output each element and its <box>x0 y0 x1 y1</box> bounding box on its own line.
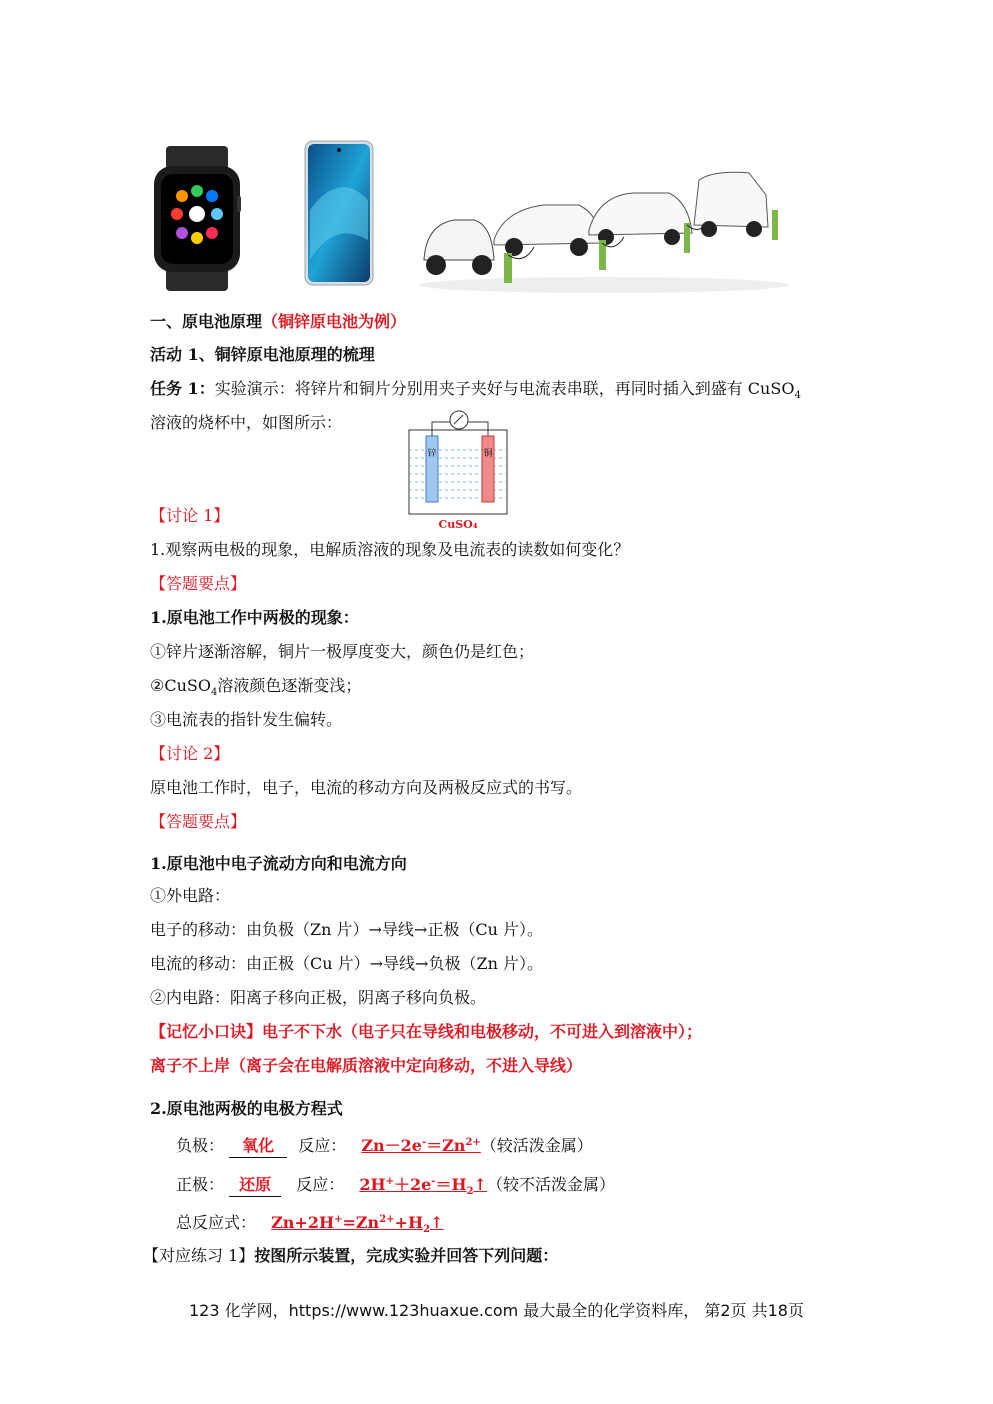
neg-eq-a: Zn－2e <box>361 1136 422 1155</box>
pos-eq-sub: 2 <box>466 1186 474 1197</box>
task1-line1 <box>150 378 801 403</box>
answer1-item2-prefix: ②CuSO <box>150 676 211 695</box>
neg-label: 负极： <box>176 1136 225 1155</box>
smartphone-image <box>304 140 374 286</box>
page-footer: 123 化学网，https://www.123huaxue.com 最大最全的化学资料库， 第2页 共18页 <box>189 1301 804 1320</box>
point2-title: 2.原电池两极的电极方程式 <box>150 1099 343 1118</box>
memory-line2: 离子不上岸（离子会在电解质溶液中定向移动，不进入导线） <box>150 1056 583 1075</box>
pos-eq-c: ＝H <box>435 1175 467 1194</box>
galvanic-cell-figure <box>403 408 513 533</box>
pos-eq-b: ＋2e <box>393 1175 432 1194</box>
memory-line1: 【记忆小口诀】电子不下水（电子只在导线和电极移动，不可进入到溶液中）； <box>150 1022 703 1041</box>
neg-blank: 氧化 <box>229 1135 287 1158</box>
neg-react: 反应： <box>298 1136 347 1155</box>
electron-move: 电子的移动：由负极（Zn 片）→导线→正极（Cu 片）。 <box>150 920 543 939</box>
task1-text: 实验演示：将锌片和铜片分别用夹子夹好与电流表串联，再同时插入到盛有 CuSO <box>214 379 795 398</box>
neg-eq-sup2: 2+ <box>465 1137 481 1148</box>
answer1-item2-sub: 4 <box>210 687 218 698</box>
total-sub: 2 <box>423 1224 431 1235</box>
neg-eq-sup: - <box>421 1137 427 1148</box>
pos-eq-sup1: + <box>385 1176 394 1187</box>
discussion1-question: 1.观察两电极的现象，电解质溶液的现象及电流表的读数如何变化？ <box>150 540 630 559</box>
smartwatch-image <box>152 146 242 291</box>
task1-label: 任务 1： <box>150 379 215 398</box>
answer2-heading: 【答题要点】 <box>150 812 247 831</box>
galvanic-cell-svg <box>403 408 513 533</box>
neg-equation <box>361 1136 480 1155</box>
answer1-item3: ③电流表的指针发生偏转。 <box>150 710 343 729</box>
zinc-label: 锌 <box>427 449 437 459</box>
negative-electrode-line <box>176 1135 593 1160</box>
total-a: Zn+2H <box>271 1213 335 1232</box>
answer1-heading: 【答题要点】 <box>150 574 247 593</box>
practice-line <box>143 1245 558 1267</box>
practice-text: 按图所示装置，完成实验并回答下列问题： <box>254 1246 559 1265</box>
section-title <box>150 311 406 333</box>
total-reaction-line <box>176 1212 443 1237</box>
answer1-point-title: 1.原电池工作中两极的现象： <box>150 608 359 627</box>
task1-line2: 溶液的烧杯中，如图所示： <box>150 413 343 432</box>
neg-eq-mid: ＝Zn <box>426 1136 466 1155</box>
pos-equation <box>359 1175 487 1197</box>
section-title-text: 一、原电池原理 <box>150 312 263 331</box>
pos-eq-sup2: - <box>431 1176 436 1187</box>
task1-sub: 4 <box>794 390 801 401</box>
answer1-item1: ①锌片逐渐溶解，铜片一极厚度变大，颜色仍是红色； <box>150 642 535 661</box>
point1-title: 1.原电池中电子流动方向和电流方向 <box>150 854 407 873</box>
discussion1-heading: 【讨论 1】 <box>150 506 230 525</box>
total-c: +H <box>394 1213 424 1232</box>
pos-react: 反应： <box>296 1175 345 1194</box>
pos-note: （较不活泼金属） <box>486 1175 615 1194</box>
outer-circuit: ①外电路： <box>150 886 231 905</box>
total-sup2: 2+ <box>379 1214 395 1225</box>
answer1-item2 <box>150 675 361 700</box>
total-b: =Zn <box>342 1213 380 1232</box>
solution-label: CuSO₄ <box>438 518 478 531</box>
pos-eq-d: ↑ <box>473 1175 487 1194</box>
discussion2-heading: 【讨论 2】 <box>150 744 230 763</box>
electric-cars-image <box>414 165 788 293</box>
neg-note: （较活泼金属） <box>480 1136 593 1155</box>
inner-circuit: ②内电路：阳离子移向正极，阴离子移向负极。 <box>150 988 487 1007</box>
total-d: ↑ <box>430 1213 444 1232</box>
practice-heading: 【对应练习 1】 <box>143 1246 255 1265</box>
total-label: 总反应式： <box>176 1213 257 1232</box>
discussion2-question: 原电池工作时，电子，电流的移动方向及两极反应式的书写。 <box>150 778 583 797</box>
pos-label: 正极： <box>176 1175 225 1194</box>
current-move: 电流的移动：由正极（Cu 片）→导线→负极（Zn 片）。 <box>150 954 543 973</box>
pos-blank: 还原 <box>229 1174 281 1197</box>
total-equation <box>271 1213 444 1235</box>
section-title-note: （铜锌原电池为例） <box>262 312 407 331</box>
positive-electrode-line <box>176 1174 615 1199</box>
pos-eq-a: 2H <box>359 1175 386 1194</box>
answer1-item2-suffix: 溶液颜色逐渐变浅； <box>217 676 362 695</box>
total-sup1: + <box>334 1214 343 1225</box>
activity-title: 活动 1、铜锌原电池原理的梳理 <box>150 345 375 364</box>
copper-label: 铜 <box>483 449 493 459</box>
